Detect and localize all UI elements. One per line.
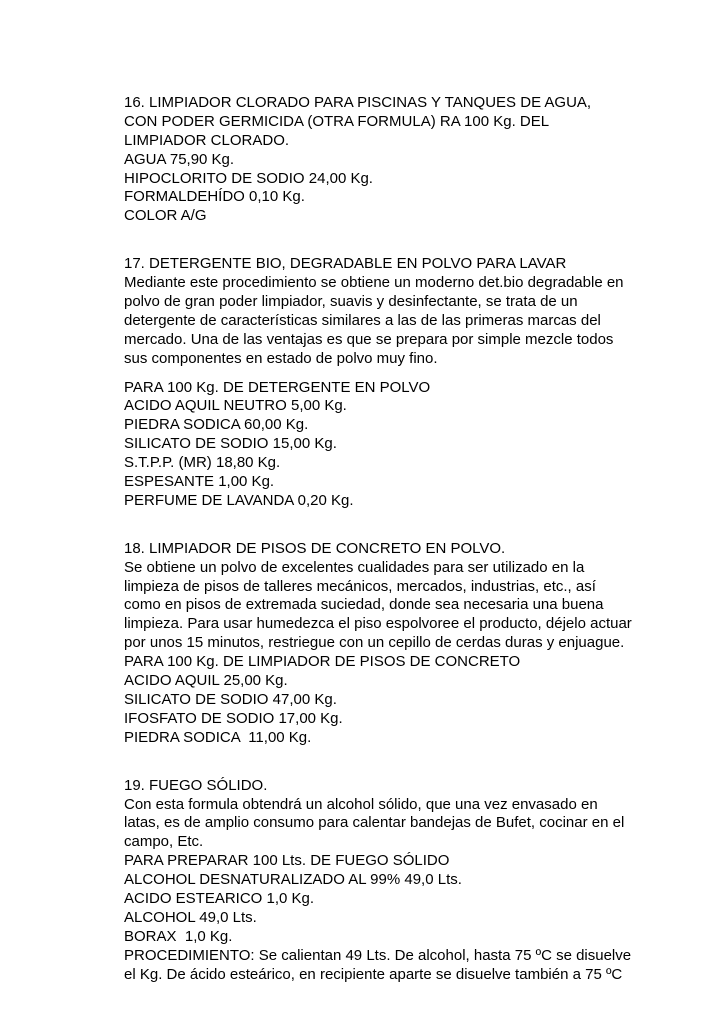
section-19: [124, 777, 684, 985]
ingredient-line: IFOSFATO DE SODIO 17,00 Kg.: [124, 709, 343, 727]
section-spacer: [124, 511, 684, 540]
ingredient-line: ACIDO AQUIL NEUTRO 5,00 Kg.: [124, 397, 347, 415]
section-title: 18. LIMPIADOR DE PISOS DE CONCRETO EN POLVO.: [124, 539, 506, 557]
ingredient-line: PIEDRA SODICA 11,00 Kg.: [124, 728, 312, 746]
text-line: polvo de gran poder limpiador, suavis y desinfectante, se trata de un: [124, 293, 578, 311]
section-title: 16. LIMPIADOR CLORADO PARA PISCINAS Y TANQUES DE AGUA,: [124, 94, 592, 111]
text-line: campo, Etc.: [124, 833, 204, 851]
ingredient-line: SILICATO DE SODIO 15,00 Kg.: [124, 435, 337, 453]
text-line: detergente de características similares a las de las primeras marcas del: [124, 311, 601, 329]
text-line: latas, es de amplio consumo para calentar bandejas de Bufet, cocinar en el: [124, 814, 625, 832]
ingredient-line: ESPESANTE 1,00 Kg.: [124, 473, 275, 491]
ingredient-line: PIEDRA SODICA 60,00 Kg.: [124, 416, 309, 434]
section-spacer: [124, 748, 684, 777]
recipe-heading: PARA 100 Kg. DE DETERGENTE EN POLVO: [124, 378, 431, 396]
text-line: CON PODER GERMICIDA (OTRA FORMULA) RA 100 Kg. DEL: [124, 112, 550, 130]
ingredient-line: S.T.P.P. (MR) 18,80 Kg.: [124, 454, 281, 472]
text-line: por unos 15 minutos, restriegue con un cepillo de cerdas duras y enjuague.: [124, 634, 625, 652]
text-line: sus componentes en estado de polvo muy fino.: [124, 349, 438, 367]
text-line: Se obtiene un polvo de excelentes cualidades para ser utilizado en la: [124, 558, 585, 576]
section-16: [124, 94, 684, 226]
ingredient-line: ALCOHOL DESNATURALIZADO AL 99% 49,0 Lts.: [124, 871, 462, 889]
section-17: [124, 255, 684, 511]
ingredient-line: FORMALDEHÍDO 0,10 Kg.: [124, 188, 305, 206]
text-line: Con esta formula obtendrá un alcohol sólido, que una vez envasado en: [124, 795, 598, 813]
ingredient-line: HIPOCLORITO DE SODIO 24,00 Kg.: [124, 169, 373, 187]
recipe-heading: PARA PREPARAR 100 Lts. DE FUEGO SÓLIDO: [124, 852, 450, 870]
text-line: LIMPIADOR CLORADO.: [124, 131, 290, 149]
paragraph-spacer: [124, 369, 684, 379]
ingredient-line: PERFUME DE LAVANDA 0,20 Kg.: [124, 491, 354, 509]
procedure-line: el Kg. De ácido esteárico, en recipiente aparte se disuelve también a 75 ºC: [124, 965, 623, 983]
ingredient-line: SILICATO DE SODIO 47,00 Kg.: [124, 690, 337, 708]
text-line: limpieza. Para usar humedezca el piso espolvoree el producto, déjelo actuar: [124, 615, 632, 633]
ingredient-line: AGUA 75,90 Kg.: [124, 150, 235, 168]
ingredient-line: COLOR A/G: [124, 207, 207, 225]
section-title: 19. FUEGO SÓLIDO.: [124, 776, 268, 794]
document-page: [124, 94, 684, 984]
section-spacer: [124, 226, 684, 255]
ingredient-line: ACIDO AQUIL 25,00 Kg.: [124, 672, 288, 690]
recipe-heading: PARA 100 Kg. DE LIMPIADOR DE PISOS DE CONCRETO: [124, 653, 521, 671]
text-line: mercado. Una de las ventajas es que se prepara por simple mezcle todos: [124, 330, 614, 348]
text-line: Mediante este procedimiento se obtiene un moderno det.bio degradable en: [124, 274, 624, 292]
ingredient-line: BORAX 1,0 Kg.: [124, 927, 233, 945]
section-18: [124, 540, 684, 748]
section-title: 17. DETERGENTE BIO, DEGRADABLE EN POLVO PARA LAVAR: [124, 255, 567, 273]
procedure-line: PROCEDIMIENTO: Se calientan 49 Lts. De alcohol, hasta 75 ºC se disuelve: [124, 946, 632, 964]
text-line: limpieza de pisos de talleres mecánicos, mercados, industrias, etc., así: [124, 577, 596, 595]
text-line: como en pisos de extremada suciedad, donde sea necesaria una buena: [124, 596, 604, 614]
ingredient-line: ALCOHOL 49,0 Lts.: [124, 908, 257, 926]
ingredient-line: ACIDO ESTEARICO 1,0 Kg.: [124, 889, 315, 907]
